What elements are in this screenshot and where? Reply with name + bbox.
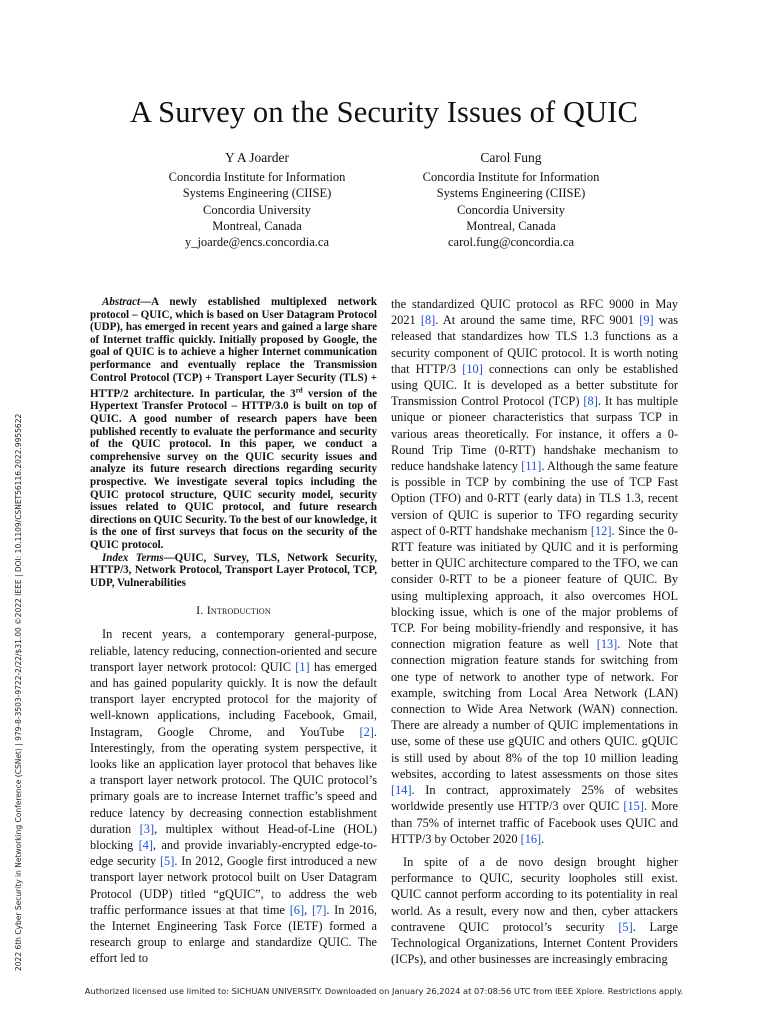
author-email: y_joarde@encs.concordia.ca <box>184 235 330 250</box>
citation-link[interactable]: [10] <box>462 361 483 376</box>
body-text: In spite of a de novo design brought higher performance to QUIC, security loopholes still exist. QUIC cannot perform according to its potentiality in real world. As a result, every now and then, cyber attackers contravene QUIC protocol’s security <box>391 854 678 934</box>
citation-link[interactable]: [13] <box>596 637 618 652</box>
author-email: carol.fung@concordia.ca <box>447 235 575 250</box>
body-text: In recent years, a contemporary general-purpose, reliable, latency reducing, connection-oriented and secure transport layer network protocol: QUIC <box>90 627 377 674</box>
author-name: Y A Joarder <box>225 150 289 165</box>
author-location: Montreal, Canada <box>466 218 556 233</box>
body-text: . In contract, approximately 25% of websites worldwide presently use HTTP/3 over QUIC <box>391 783 678 814</box>
license-footer: Authorized licensed use limited to: SICHUAN UNIVERSITY. Downloaded on January 26,2024 at 07:08:56 UTC from IEEE Xplore. Restrictions apply. <box>84 986 684 996</box>
citation-link[interactable]: [8] <box>583 394 598 409</box>
author-affiliation: Systems Engineering (CIISE) <box>436 186 586 201</box>
author-name: Carol Fung <box>480 150 542 165</box>
citation-link[interactable]: [1] <box>295 659 310 674</box>
citation-link[interactable]: [14] <box>391 783 412 798</box>
citation-link[interactable]: [9] <box>639 313 654 328</box>
body-text: was released that standardizes how TLS 1.3 functions as a security component of QUIC protocol. It is worth noting that HTTP/3 <box>391 313 678 376</box>
citation-link[interactable]: [11] <box>521 459 542 474</box>
paragraph <box>391 296 678 847</box>
body-text-left <box>90 626 377 966</box>
index-terms <box>90 552 377 590</box>
section-heading <box>90 603 377 618</box>
body-text: , and provide invariably-encrypted edge-to-edge security <box>90 837 377 869</box>
author-university: Concordia University <box>203 202 311 217</box>
body-text: , multiplex without Head-of-Line (HOL) blocking <box>90 821 377 852</box>
author-affiliation: Systems Engineering (CIISE) <box>182 186 332 201</box>
body-text: . It has multiple unique or pioneer characteristics that surpass TCP in various areas theoretically. For instance, it offers a 0-Round Trip Time (0-RTT) handshake mechanism to reduce handshake latency <box>391 394 678 474</box>
body-text: . More than 75% of internet traffic of Facebook uses QUIC and HTTP/3 by October 2020 <box>391 799 678 846</box>
citation-link[interactable]: [7] <box>311 902 327 917</box>
citation-link[interactable]: [15] <box>623 799 644 814</box>
body-text: . In 2012, Google first introduced a new transport layer network protocol built on User Datagram Protocol (UDP) titled “gQUIC”, to address the web traffic performance issues at that time <box>90 854 377 917</box>
body-text: has emerged and has gained popularity quickly. It is now the default transport layer encrypted protocol for the majority of well-known applications, including Facebook, Gmail, Instagram, Google Chrome, and YouTube <box>90 659 377 739</box>
body-text: . <box>541 831 545 846</box>
citation-link[interactable]: [2] <box>359 724 374 739</box>
author-affiliation: Concordia Institute for Information <box>422 170 600 185</box>
author-location: Montreal, Canada <box>212 218 302 233</box>
paragraph <box>90 626 377 966</box>
citation-link[interactable]: [6] <box>289 902 305 917</box>
section-number: I. <box>196 603 204 618</box>
author-block-2 <box>381 150 641 250</box>
abstract-text: —A newly established multiplexed network protocol – QUIC, which is based on User Datagram Protocol (UDP), has emerged in recent years and gained a large share of Internet traffic quickly. Initially proposed by Google, the goal of QUIC is to achieve a higher Internet communication performance and eventually replace the Transmission Control Protocol (TCP) + Transport Layer Security (TLS) + HTTP/2 architecture. In particular, the 3rd version of the Hypertext Transfer Protocol – HTTP/3.0 is built on top of QUIC. A good number of research papers have been published recently to evaluate the performance and security of the QUIC protocol. In this paper, we conduct a comprehensive survey on the QUIC security issues and analyze its future research directions regarding security prospective. We investigate several topics including the QUIC protocol structure, QUIC security model, security issues related to QUIC protocol, and future research directions on QUIC Security. To the best of our knowledge, it is the one of first surveys that focus on the security of the QUIC protocol. <box>90 296 377 551</box>
body-text: , <box>304 902 312 917</box>
body-text: . Large Technological Organizations, Internet Content Providers (ICPs), and other businesses are increasingly embracing <box>391 919 678 967</box>
author-affiliation: Concordia Institute for Information <box>168 170 346 185</box>
citation-link[interactable]: [4] <box>138 837 153 852</box>
body-text: connections can only be established using QUIC. It is developed as a better substitute for Transmission Control Protocol (TCP) <box>391 361 678 409</box>
right-column <box>391 296 678 967</box>
author-university: Concordia University <box>457 202 565 217</box>
section-title: Introduction <box>206 603 271 618</box>
body-text-right <box>391 296 678 967</box>
abstract-label: Abstract <box>102 296 141 308</box>
publication-sidebar: 2022 6th Cyber Security in Networking Conference (CSNet) | 979-8-3503-9722-2/22/$31.00 ©2022 IEEE | DOI: 10.1109/CSNET56116.2022.9955622 <box>14 413 23 971</box>
body-text: . Note that connection migration feature stands for switching from one type of network to another type of network. For example, switching from Local Area Network (LAN) connection to Wide Area Network (WAN) connection. There are already a number of QUIC implementations in use, some of these use gQUIC and others QUIC. gQUIC is still used by about 8% of the top 10 million leading websites, according to latest assessments on those sites <box>391 637 678 781</box>
body-text: . In 2016, the Internet Engineering Task Force (IETF) formed a research group to enlarge and standardize QUIC. The effort led to <box>90 902 377 966</box>
paragraph <box>391 854 678 967</box>
author-block-1 <box>127 150 387 250</box>
index-terms-label: Index Terms <box>102 551 164 564</box>
paper-title: A Survey on the Security Issues of QUIC <box>130 95 638 129</box>
body-text: the standardized QUIC protocol as RFC 9000 in May 2021 <box>391 297 678 328</box>
index-terms-text: —QUIC, Survey, TLS, Network Security, HTTP/3, Network Protocol, Transport Layer Protocol, TCP, UDP, Vulnerabilities <box>90 551 377 589</box>
citation-link[interactable]: [16] <box>520 831 542 846</box>
citation-link[interactable]: [5] <box>618 919 633 934</box>
body-text: . Since the 0-RTT feature was initiated by QUIC and it is performing better in QUIC architecture compared to the TFO, we can consider 0-RTT to be a pioneer feature of QUIC. By using multiplexing approach, it also overcomes HOL blocking issue, which is one of the major problems of TCP. For being mobility-friendly and responsive, it has connection migration feature as well <box>391 523 679 652</box>
citation-link[interactable]: [5] <box>159 854 175 869</box>
left-column <box>90 296 377 967</box>
abstract <box>90 296 377 552</box>
ordinal-superscript: rd <box>295 386 303 395</box>
body-text: . Interestingly, from the operating system perspective, it looks like an application layer protocol that behaves like a transport layer network protocol. The QUIC protocol’s primary goals are to increase Internet traffic’s speed and reduce latency by decreasing connection establishment duration <box>90 724 377 836</box>
citation-link[interactable]: [8] <box>420 313 436 328</box>
body-text: . Although the same feature is possible in TCP by combining the use of TCP Fast Option (TFO) and 0-RTT (early data) in TLS 1.3, recent version of QUIC is superior to TFO regarding security aspect of 0-RTT handshake mechanism <box>391 459 678 538</box>
body-text: . At around the same time, RFC 9001 <box>435 313 640 328</box>
citation-link[interactable]: [12] <box>590 523 612 538</box>
citation-link[interactable]: [3] <box>139 821 155 836</box>
